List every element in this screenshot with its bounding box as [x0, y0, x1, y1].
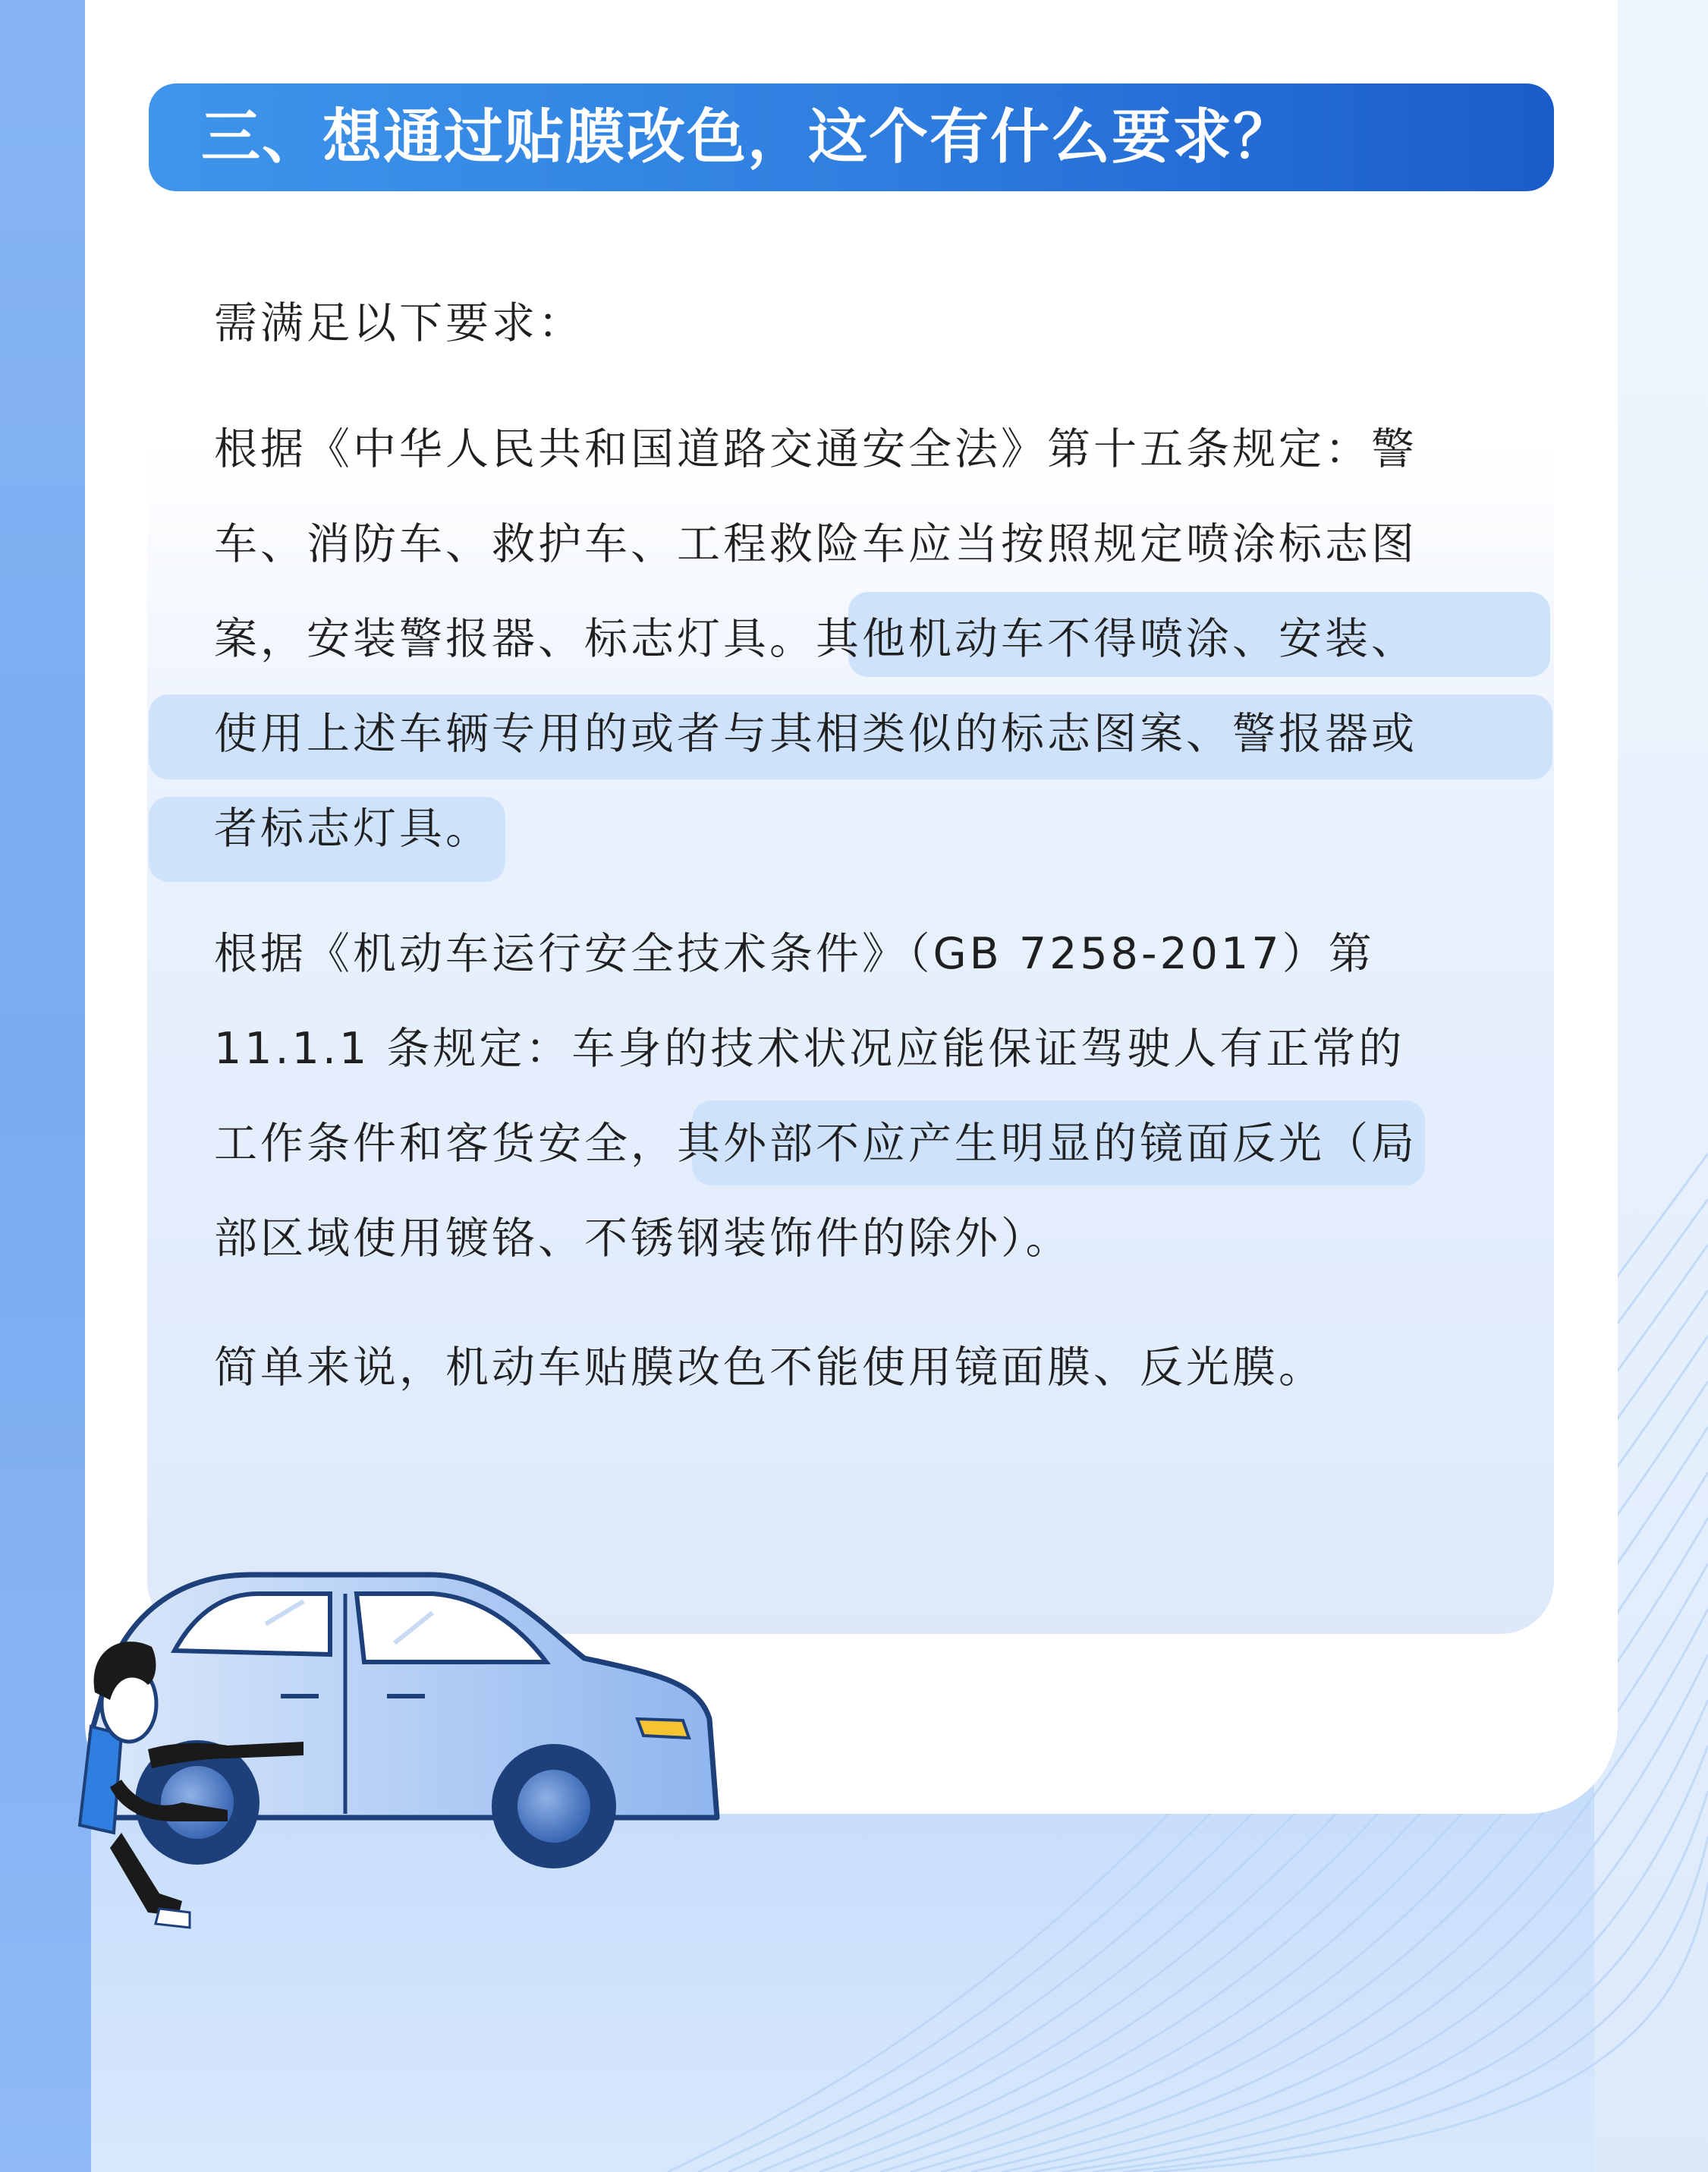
paragraph1-line	[214, 592, 1417, 686]
summary-text: 简单来说，机动车贴膜改色不能使用镜面膜、反光膜。	[214, 1343, 1325, 1393]
page-title: 三、想通过贴膜改色，这个有什么要求？	[201, 103, 1294, 172]
highlighted-text: 其外部不应产生明显的镜面反光	[677, 1119, 1325, 1169]
paragraph1-line: 车、消防车、救护车、工程救险车应当按照规定喷涂标志图	[214, 519, 1417, 569]
car-with-mechanic-icon	[76, 1560, 744, 1939]
paragraph2-line: 部区域使用镀铬、不锈钢装饰件的除外）。	[214, 1213, 1072, 1264]
paragraph2-line-part: 工作条件和客货安全，	[214, 1119, 677, 1169]
paragraph1-line: 根据《中华人民共和国道路交通安全法》第十五条规定：警	[214, 424, 1417, 474]
highlighted-text: 其他机动车不得喷涂、安装、	[816, 614, 1417, 664]
paragraph1-line-part: 案，安装警报器、标志灯具。	[214, 614, 816, 664]
paragraph2-line	[214, 1097, 1417, 1191]
paragraph2-line: 根据《机动车运行安全技术条件》（GB 7258-2017）第	[214, 929, 1375, 979]
highlighted-text-line: 使用上述车辆专用的或者与其相类似的标志图案、警报器或	[214, 709, 1417, 759]
intro-text: 需满足以下要求：	[214, 298, 584, 348]
paragraph2-line-part: （局	[1325, 1119, 1417, 1169]
paragraph2-line: 11.1.1 条规定：车身的技术状况应能保证驾驶人有正常的	[214, 1024, 1405, 1074]
highlighted-text-line: 者标志灯具。	[214, 804, 492, 854]
